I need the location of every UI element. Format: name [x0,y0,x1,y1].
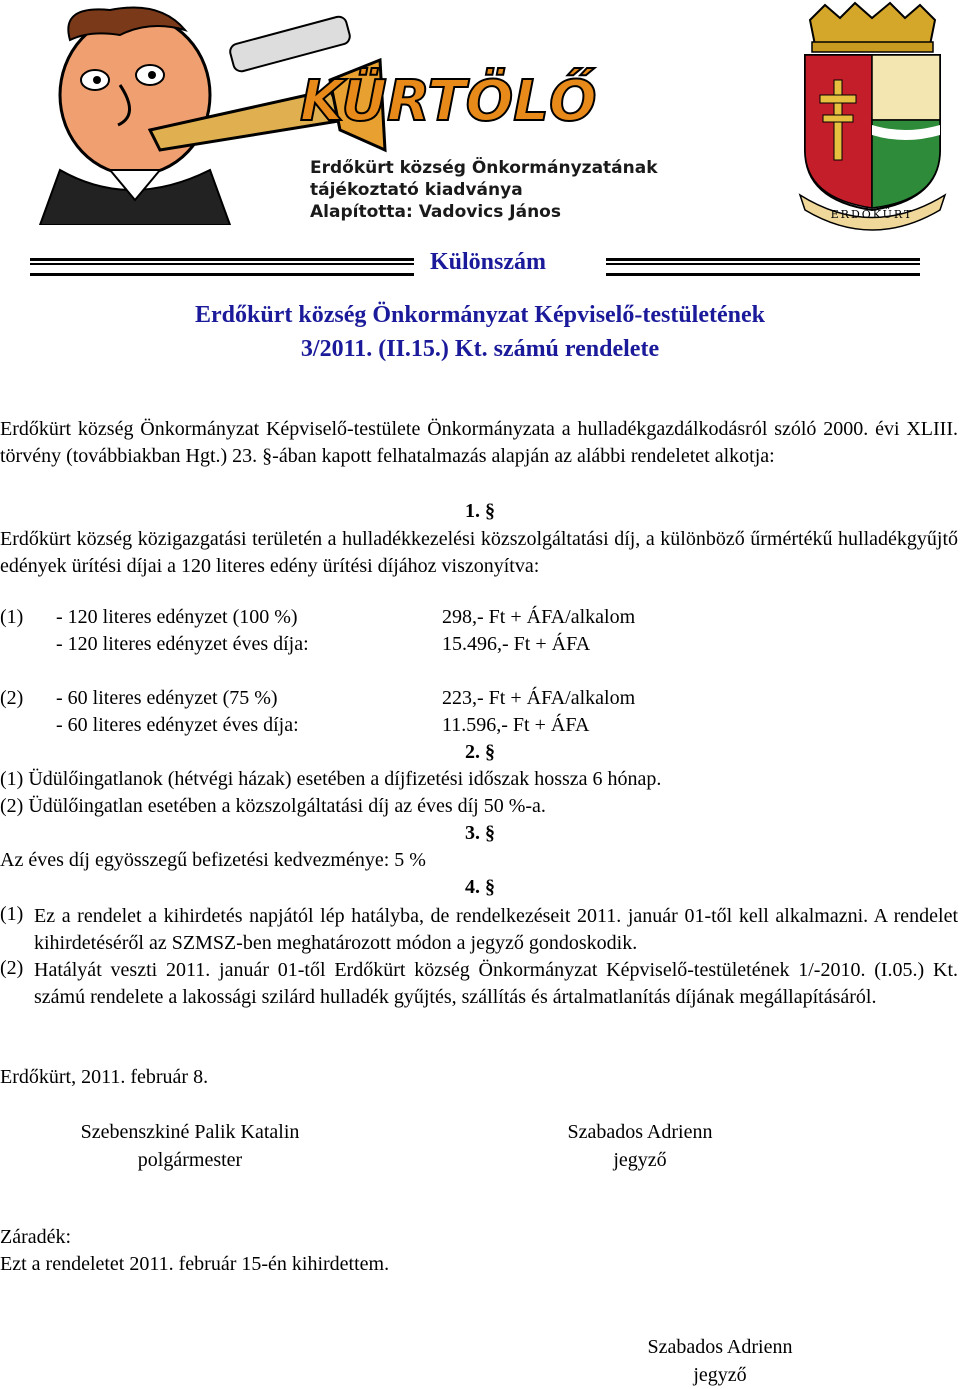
mayor-name: Szebenszkiné Palik Katalin [80,1121,300,1143]
fee-row-4-value: 11.596,- Ft + ÁFA [442,714,590,736]
section-4-para-1-num: (1) [0,903,24,925]
clerk-name: Szabados Adrienn [567,1121,713,1143]
fee-row-2-value: 15.496,- Ft + ÁFA [442,633,591,655]
place-date: Erdőkürt, 2011. február 8. [0,1066,209,1088]
section-4-para-2-num: (2) [0,957,24,979]
section-4-heading: 4. § [465,876,495,898]
masthead-line-3: Alapította: Vadovics János [310,202,561,222]
section-3-para-1: Az éves díj egyösszegű befizetési kedvezménye: 5 % [0,849,426,871]
fee-row-1-num: (1) [0,606,24,628]
section-2-para-2: (2) Üdülőingatlan esetében a közszolgáltatási díj az éves díj 50 %-a. [0,795,546,817]
section-4-para-1: Ez a rendelet a kihirdetés napjától lép hatályba, de rendelkezéseit 2011. január 01-től kell alkalmazni. A rendelet kihirdetéséről az SZMSZ-ben meghatározott módon a jegyző gondoskodik. [34,905,958,954]
logo-word: KÜRTÖLŐ [300,69,597,134]
masthead-line-1: Erdőkürt község Önkormányzatának [310,158,658,178]
fee-row-2-label: - 120 literes edényzet éves díja: [56,633,309,655]
fee-row-1-value: 298,- Ft + ÁFA/alkalom [442,606,636,628]
decree-title-line-2: 3/2011. (II.15.) Kt. számú rendelete [300,336,660,362]
section-1-text: Erdőkürt község közigazgatási területén a hulladékkezelési közszolgáltatási díj, a különböző űrmértékű hulladékgyűjtő edények ürítési díjai a 120 literes edény ürítési díjához viszonyítva: [0,528,958,577]
left-double-rule [30,258,414,276]
mayor-role: polgármester [137,1149,243,1171]
final-signature-name: Szabados Adrienn [647,1336,793,1358]
crest-ribbon-text: ERDŐKÜRT [830,208,914,221]
fee-row-1-label: - 120 literes edényzet (100 %) [56,606,298,628]
right-double-rule [606,258,920,276]
fee-row-3-num: (2) [0,687,24,709]
final-signature-role: jegyző [693,1364,747,1386]
final-signature [600,1333,840,1389]
masthead-line-2: tájékoztató kiadványa [310,180,523,200]
section-1-heading: 1. § [465,500,495,522]
section-4-para-2: Hatályát veszti 2011. január 01-től Erdőkürt község Önkormányzat Képviselő-testületének 1/-2010. (I.05.) Kt. számú rendelete a lakossági szilárd hulladék gyűjtés, szállítás és ártalmatlanítás díjának megállapításáról. [34,959,958,1008]
section-2-para-1: (1) Üdülőingatlanok (hétvégi házak) esetében a díjfizetési időszak hossza 6 hónap. [0,768,662,790]
clause-label: Záradék: [0,1226,72,1248]
signature-mayor [40,1118,340,1174]
clause-text: Ezt a rendeletet 2011. február 15-én kihirdettem. [0,1253,390,1275]
fee-row-3-label: - 60 literes edényzet (75 %) [56,687,278,709]
section-2-heading: 2. § [465,741,495,763]
section-3-heading: 3. § [465,822,495,844]
fee-row-3-value: 223,- Ft + ÁFA/alkalom [442,687,636,709]
decree-title-line-1: Erdőkürt község Önkormányzat Képviselő-testületének [195,302,765,328]
coat-of-arms [790,0,955,232]
clerk-role: jegyző [613,1149,667,1171]
special-issue-label: Különszám [430,249,547,275]
preamble: Erdőkürt község Önkormányzat Képviselő-testülete Önkormányzata a hulladékgazdálkodásról szóló 2000. évi XLIII. törvény (továbbiakban Hgt.) 23. §-ában kapott felhatalmazás alapján az alábbi rendeletet alkotja: [0,418,958,467]
fee-row-4-label: - 60 literes edényzet éves díja: [56,714,299,736]
signature-clerk [520,1118,760,1174]
